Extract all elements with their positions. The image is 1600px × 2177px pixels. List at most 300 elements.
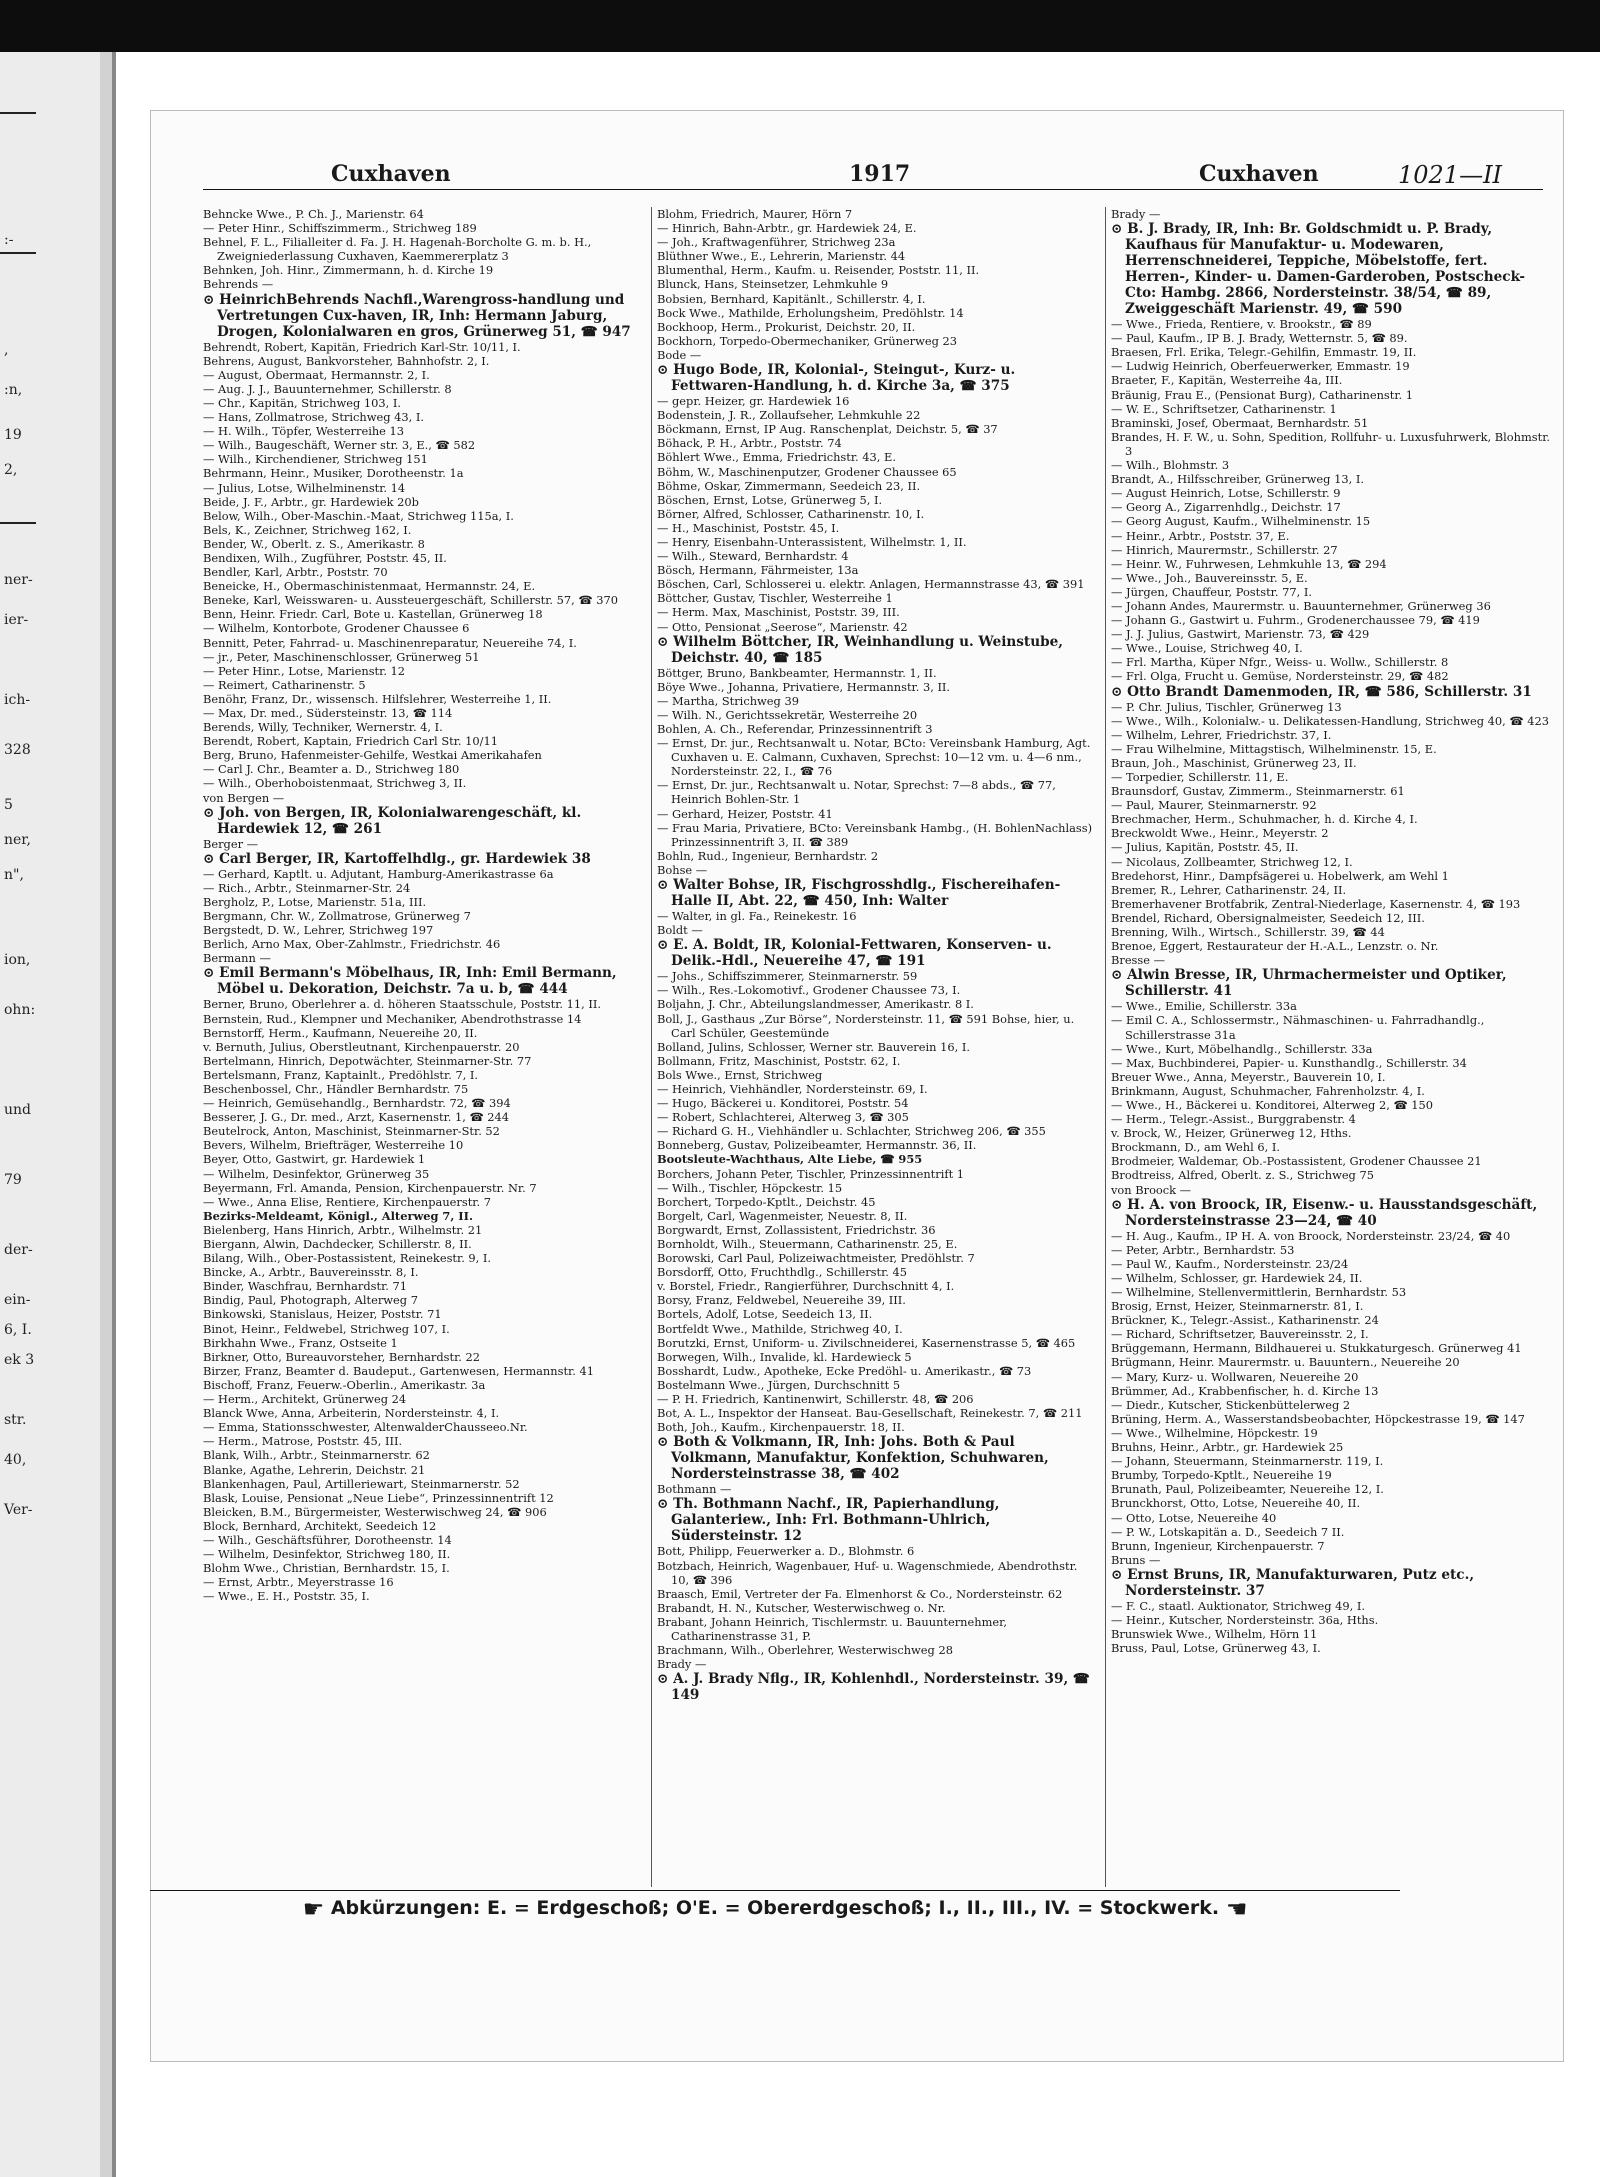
directory-entry: Birzer, Franz, Beamter d. Baudeput., Gartenwesen, Hermannstr. 41 [203,1363,594,1378]
directory-entry: Below, Wilh., Ober-Maschin.-Maat, Strichweg 115a, I. [203,508,514,523]
directory-entry: Böye Wwe., Johanna, Privatiere, Hermannstr. 3, II. [657,679,951,694]
directory-entry: Brendel, Richard, Obersignalmeister, Seedeich 12, III. [1111,910,1425,925]
directory-entry: Bresse — [1111,953,1165,968]
business-listing: ⊙ Joh. von Bergen, IR, Kolonialwarengeschäft, kl. Hardewiek 12, ☎ 261 [203,804,582,837]
directory-entry: Bielenberg, Hans Hinrich, Arbtr., Wilhelmstr. 21 [203,1222,483,1237]
directory-entry: Blohm, Friedrich, Maurer, Hörn 7 [657,207,853,221]
directory-entry: — Mary, Kurz- u. Wollwaren, Neuereihe 20 [1111,1369,1359,1384]
directory-entry: Bergmann, Chr. W., Zollmatrose, Grünerweg 7 [203,909,471,924]
previous-page-text-fragment: und [4,1102,31,1118]
directory-entry: Braasch, Emil, Vertreter der Fa. Elmenhorst & Co., Nordersteinstr. 62 [657,1586,1063,1601]
directory-entry: — Georg A., Zigarrenhdlg., Deichstr. 17 [1111,500,1341,515]
business-listing: ⊙ Otto Brandt Damenmoden, IR, ☎ 586, Schillerstr. 31 [1111,683,1532,700]
directory-entry: Bernstein, Rud., Klempner und Mechaniker, Abendrothstrasse 14 [203,1011,582,1026]
directory-entry: Brachmann, Wilh., Oberlehrer, Westerwischweg 28 [657,1643,953,1658]
directory-entry: Borsdorff, Otto, Fruchthdlg., Schillerstr. 45 [657,1265,908,1280]
directory-entry: — Emma, Stationsschwester, AltenwalderChausseeo.Nr. [203,1420,528,1435]
directory-entry: Bredehorst, Hinr., Dampfsägerei u. Hobelwerk, am Wehl 1 [1111,868,1449,883]
directory-entry: Breckwoldt Wwe., Heinr., Meyerstr. 2 [1111,826,1329,841]
previous-page-text-fragment: ion, [4,952,31,968]
directory-entry: Behrendt, Robert, Kapitän, Friedrich Karl-Str. 10/11, I. [203,339,521,354]
directory-entry: — Otto, Lotse, Neuereihe 40 [1111,1510,1277,1525]
directory-entry: Borsy, Franz, Feldwebel, Neuereihe 39, III. [657,1293,906,1308]
previous-page-rule [0,112,36,114]
directory-entry: Bot, A. L., Inspektor der Hanseat. Bau-Gesellschaft, Reinekestr. 7, ☎ 211 [657,1406,1083,1421]
directory-entry: — Wilhelm, Desinfektor, Grünerweg 35 [203,1166,430,1181]
directory-entry: — Paul, Maurer, Steinmarnerstr. 92 [1111,798,1317,813]
scanner-border [0,0,1600,52]
directory-entry: Bremerhavener Brotfabrik, Zentral-Niederlage, Kasernenstr. 4, ☎ 193 [1111,896,1521,911]
directory-entry: Blank, Wilh., Arbtr., Steinmarnerstr. 62 [203,1448,430,1463]
directory-entry: — Wilhelm, Schlosser, gr. Hardewiek 24, II. [1111,1270,1363,1285]
directory-entry: — Frl. Olga, Frucht u. Gemüse, Nordersteinstr. 29, ☎ 482 [1111,669,1449,684]
directory-entry: — Gerhard, Heizer, Poststr. 41 [657,806,833,821]
directory-entry: Bennitt, Peter, Fahrrad- u. Maschinenreparatur, Neuereihe 74, I. [203,635,577,650]
previous-page-text-fragment: 6, I. [4,1322,32,1338]
directory-entry: Bohse — [657,862,708,877]
directory-entry: — Peter, Arbtr., Bernhardstr. 53 [1111,1242,1295,1257]
directory-entry: — Wwe., Wilhelmine, Höpckestr. 19 [1111,1425,1318,1440]
directory-entry: — Johann, Steuermann, Steinmarnerstr. 119, I. [1111,1454,1384,1469]
page-header [203,157,1543,190]
directory-entry: Bernstorff, Herm., Kaufmann, Neuereihe 20, II. [203,1025,478,1040]
directory-entry: — Paul, Kaufm., IP B. J. Brady, Wetternstr. 5, ☎ 89. [1111,331,1408,346]
directory-entry: Boljahn, J. Chr., Abteilungslandmesser, Amerikastr. 8 I. [657,997,974,1012]
directory-entry: Bendler, Karl, Arbtr., Poststr. 70 [203,565,388,580]
directory-entry: Bels, K., Zeichner, Strichweg 162, I. [203,522,412,537]
directory-entry: — Chr., Kapitän, Strichweg 103, I. [203,395,401,410]
directory-entry: Böschen, Carl, Schlosserei u. elektr. Anlagen, Hermannstrasse 43, ☎ 391 [657,577,1085,592]
business-listing: ⊙ Carl Berger, IR, Kartoffelhdlg., gr. Hardewiek 38 [203,850,591,867]
directory-entry: Bollmann, Fritz, Maschinist, Poststr. 62, I. [657,1053,901,1068]
directory-entry: — Carl J. Chr., Beamter a. D., Strichweg 180 [203,762,460,777]
business-listing: ⊙ Walter Bohse, IR, Fischgrosshdlg., Fischereihafen-Halle II, Abt. 22, ☎ 450, Inh: Walter [657,877,1061,910]
page-gutter [100,52,112,2177]
directory-entry: Behrends — [203,277,274,292]
directory-entry: Böhack, P. H., Arbtr., Poststr. 74 [657,436,842,451]
directory-entry: — Wilh., Baugeschäft, Werner str. 3, E., ☎ 582 [203,438,476,453]
directory-entry: — jr., Peter, Maschinenschlosser, Grünerweg 51 [203,649,480,664]
directory-entry: — Wwe., Emilie, Schillerstr. 33a [1111,999,1297,1014]
directory-entry: Bostelmann Wwe., Jürgen, Durchschnitt 5 [657,1377,901,1392]
directory-entry: Bezirks-Meldeamt, Königl., Alterweg 7, II. [203,1208,473,1223]
directory-entry: Bischoff, Franz, Feuerw.-Oberlin., Amerikastr. 3a [203,1377,486,1392]
directory-entry: — Herm., Architekt, Grünerweg 24 [203,1392,407,1407]
directory-entry: Börner, Alfred, Schlosser, Catharinenstr. 10, I. [657,506,925,521]
directory-entry: — Frau Wilhelmine, Mittagstisch, Wilhelminenstr. 15, E. [1111,741,1437,756]
previous-page-text-fragment: :n, [4,382,23,398]
directory-entry: — Henry, Eisenbahn-Unterassistent, Wilhelmstr. 1, II. [657,534,967,549]
directory-entry: — Julius, Lotse, Wilhelminenstr. 14 [203,480,406,495]
directory-entry: — Frl. Martha, Küper Nfgr., Weiss- u. Wollw., Schillerstr. 8 [1111,655,1449,670]
directory-entry: Braun, Joh., Maschinist, Grünerweg 23, II. [1111,755,1357,770]
directory-entry: Bender, W., Oberlt. z. S., Amerikastr. 8 [203,536,425,551]
directory-entry: — Wwe., E. H., Poststr. 35, I. [203,1589,370,1604]
directory-entry: Binot, Heinr., Feldwebel, Strichweg 107, I. [203,1321,450,1336]
directory-entry: — Nicolaus, Zollbeamter, Strichweg 12, I. [1111,854,1353,869]
directory-entry: Beneicke, H., Obermaschinistenmaat, Hermannstr. 24, E. [203,579,536,594]
directory-entry: — Ernst, Arbtr., Meyerstrasse 16 [203,1575,394,1590]
directory-entry: Borgwardt, Ernst, Zollassistent, Friedrichstr. 36 [657,1222,936,1237]
directory-entry: Borgelt, Carl, Wagenmeister, Neuestr. 8, II. [657,1208,908,1223]
directory-entry: — Diedr., Kutscher, Stickenbüttelerweg 2 [1111,1397,1351,1412]
previous-page-text-fragment: ein- [4,1292,31,1308]
previous-page-text-fragment: 328 [4,742,31,758]
directory-entry: — Wwe., Anna Elise, Rentiere, Kirchenpauerstr. 7 [203,1194,491,1209]
directory-entry: Bergstedt, D. W., Lehrer, Strichweg 197 [203,923,434,938]
directory-entry: Blanke, Agathe, Lehrerin, Deichstr. 21 [203,1462,426,1477]
directory-entry: Böhlert Wwe., Emma, Friedrichstr. 43, E. [657,450,896,465]
directory-entry: Bohlen, A. Ch., Referendar, Prinzessinnentrift 3 [657,722,933,736]
previous-page-text-fragment: ek 3 [4,1352,35,1368]
directory-entry: — Wilh., Kirchendiener, Strichweg 151 [203,452,428,467]
directory-entry: Bergholz, P., Lotse, Marienstr. 51a, III. [203,894,427,909]
directory-entry: — Wwe., H., Bäckerei u. Konditorei, Alterweg 2, ☎ 150 [1111,1097,1433,1112]
previous-page-text-fragment: n", [4,867,24,883]
directory-entry: — Otto, Pensionat „Seerose“, Marienstr. 42 [657,619,908,634]
directory-entry: Boldt — [657,923,703,938]
directory-entry: — Wilh., Blohmstr. 3 [1111,458,1230,473]
header-year: 1917 [849,161,911,187]
directory-entry: von Broock — [1111,1182,1192,1197]
directory-entry: — Joh., Kraftwagenführer, Strichweg 23a [657,235,896,250]
previous-page-text-fragment: ich- [4,692,31,708]
business-listing: ⊙ A. J. Brady Nflg., IR, Kohlenhdl., Nordersteinstr. 39, ☎ 149 [657,1671,1090,1704]
directory-entry: — Johann G., Gastwirt u. Fuhrm., Grodenerchaussee 79, ☎ 419 [1111,613,1480,628]
previous-page-text-fragment: 40, [4,1452,27,1468]
directory-entry: — Julius, Kapitän, Poststr. 45, II. [1111,840,1299,855]
directory-entry: Braesen, Frl. Erika, Telegr.-Gehilfin, Emmastr. 19, II. [1111,345,1417,360]
directory-entry: von Bergen — [203,790,285,805]
previous-page-text-fragment: ohn: [4,1002,36,1018]
directory-entry: Berner, Bruno, Oberlehrer a. d. höheren Staatsschule, Poststr. 11, II. [203,997,602,1012]
directory-entry: — Heinr., Kutscher, Nordersteinstr. 36a, Hths. [1111,1612,1379,1627]
directory-entry: — Aug. J. J., Bauunternehmer, Schillerstr. 8 [203,381,452,396]
directory-entry: Bilang, Wilh., Ober-Postassistent, Reinekestr. 9, I. [203,1251,492,1266]
directory-entry: Binkowski, Stanislaus, Heizer, Poststr. 71 [203,1307,442,1322]
directory-entry: Brümmer, Ad., Krabbenfischer, h. d. Kirche 13 [1111,1383,1379,1398]
directory-entry: Bruns — [1111,1552,1161,1567]
directory-entry: — Paul W., Kaufm., Nordersteinstr. 23/24 [1111,1256,1349,1271]
directory-entry: — Wilh., Geschäftsführer, Dorotheenstr. 14 [203,1532,452,1547]
directory-entry: — H., Maschinist, Poststr. 45, I. [657,520,840,535]
directory-entry: Bendixen, Wilh., Zugführer, Poststr. 45, II. [203,550,447,565]
directory-entry: Borowski, Carl Paul, Polizeiwachtmeister, Predöhlstr. 7 [657,1251,975,1266]
directory-entry: Brabandt, H. N., Kutscher, Westerwischweg o. Nr. [657,1600,946,1615]
directory-entry: Bruhns, Heinr., Arbtr., gr. Hardewiek 25 [1111,1440,1344,1455]
directory-entry: Brüning, Herm. A., Wasserstandsbeobachter, Höpckestrasse 19, ☎ 147 [1111,1411,1525,1426]
directory-entry: Bräunig, Frau E., (Pensionat Burg), Catharinenstr. 1 [1111,387,1414,402]
directory-entry: Both, Joh., Kaufm., Kirchenpauerstr. 18, II. [657,1420,905,1435]
directory-entry: — Ernst, Dr. jur., Rechtsanwalt u. Notar, BCto: Vereinsbank Hamburg, Agt. Cuxhaven u. E. Calmann, Cuxhaven, Sprechst: 10—12 vm. u. 4—6 nm., Nordersteinstr. 22, I., ☎ 76 [657,736,1091,779]
directory-entry: Behnel, F. L., Filialleiter d. Fa. J. H. Hagenah-Borcholte G. m. b. H., Zweigniederlassung Cuxhaven, Kaemmererplatz 3 [203,235,592,264]
directory-entry: Bermann — [203,951,271,966]
directory-entry: Bootsleute-Wachthaus, Alte Liebe, ☎ 955 [657,1152,923,1167]
previous-page-text-fragment: str. [4,1412,27,1428]
directory-entry: — P. Chr. Julius, Tischler, Grünerweg 13 [1111,699,1342,714]
directory-entry: — Torpedier, Schillerstr. 11, E. [1111,770,1289,784]
abbreviations-text: Abkürzungen: E. = Erdgeschoß; O'E. = Obererdgeschoß; I., II., III., IV. = Stockwerk. [330,1897,1220,1919]
previous-page-text-fragment: Ver- [4,1502,33,1518]
directory-entry: Block, Bernhard, Architekt, Seedeich 12 [203,1518,437,1533]
directory-entry: Brodmeier, Waldemar, Ob.-Postassistent, Grodener Chaussee 21 [1111,1154,1482,1169]
directory-entry: Behrmann, Heinr., Musiker, Dorotheenstr. 1a [203,466,464,481]
previous-page-text-fragment: 2, [4,462,18,478]
directory-entry: Blankenhagen, Paul, Artilleriewart, Steinmarnerstr. 52 [203,1476,520,1491]
directory-entry: Braminski, Josef, Obermaat, Bernhardstr. 51 [1111,415,1369,430]
business-listing: ⊙ Wilhelm Böttcher, IR, Weinhandlung u. Weinstube, Deichstr. 40, ☎ 185 [657,633,1063,666]
directory-entry: — Hugo, Bäckerei u. Konditorei, Poststr. 54 [657,1096,909,1111]
directory-entry: Borwegen, Wilh., Invalide, kl. Hardewieck 5 [657,1349,912,1364]
directory-entry: Bleicken, B.M., Bürgermeister, Westerwischweg 24, ☎ 906 [203,1504,547,1519]
directory-entry: Bruss, Paul, Lotse, Grünerweg 43, I. [1111,1641,1321,1656]
directory-entry: — Wilhelm, Lehrer, Friedrichstr. 37, I. [1111,727,1332,742]
directory-entry: Brady — [657,1657,707,1672]
directory-entry: Berlich, Arno Max, Ober-Zahlmstr., Friedrichstr. 46 [203,937,501,952]
directory-entry: Beide, J. F., Arbtr., gr. Hardewiek 20b [203,494,419,509]
directory-entry: Benn, Heinr. Friedr. Carl, Bote u. Kastellan, Grünerweg 18 [203,607,543,622]
directory-entry: Beutelrock, Anton, Maschinist, Steinmarner-Str. 52 [203,1124,500,1139]
directory-entry: — Wilh., Steward, Bernhardstr. 4 [657,549,849,564]
directory-entry: Bösch, Hermann, Fährmeister, 13a [657,563,859,578]
directory-entry: Brockmann, D., am Wehl 6, I. [1111,1140,1280,1155]
directory-page [150,110,1564,2062]
business-listing: ⊙ Emil Bermann's Möbelhaus, IR, Inh: Emil Bermann, Möbel u. Dekoration, Deichstr. 7a u. b, ☎ 444 [203,965,617,998]
column-divider [651,207,652,1887]
directory-entry: v. Borstel, Friedr., Rangierführer, Durchschnitt 4, I. [657,1279,955,1294]
directory-entry: Bertelsmann, Franz, Kaptainlt., Predöhlstr. 7, I. [203,1067,479,1082]
directory-entry: — H. Wilh., Töpfer, Westerreihe 13 [203,424,405,439]
directory-entry: — Georg August, Kaufm., Wilhelminenstr. 15 [1111,514,1371,529]
directory-entry: — Peter Hinr., Schiffszimmerm., Strichweg 189 [203,221,477,236]
directory-entry: — Walter, in gl. Fa., Reinekestr. 16 [657,909,857,924]
directory-entry: Besserer, J. G., Dr. med., Arzt, Kasernenstr. 1, ☎ 244 [203,1110,510,1125]
directory-entry: Botzbach, Heinrich, Wagenbauer, Huf- u. Wagenschmiede, Abendrothstr. 10, ☎ 396 [657,1558,1078,1587]
directory-entry: Brechmacher, Herm., Schuhmacher, h. d. Kirche 4, I. [1111,812,1418,827]
previous-page-text-fragment: 79 [4,1172,22,1188]
business-listing: ⊙ H. A. von Broock, IR, Eisenw.- u. Hausstandsgeschäft, Nordersteinstrasse 23—24, ☎ 40 [1111,1196,1538,1229]
directory-entry: Bothmann — [657,1482,732,1497]
directory-entry: Brunswiek Wwe., Wilhelm, Hörn 11 [1111,1627,1318,1642]
directory-entry: Blüthner Wwe., E., Lehrerin, Marienstr. 44 [657,249,906,264]
directory-entry: — Martha, Strichweg 39 [657,693,799,708]
directory-entry: Blohm Wwe., Christian, Bernhardstr. 15, I. [203,1561,450,1576]
directory-entry: — Wwe., Wilh., Kolonialw.- u. Delikatessen-Handlung, Strichweg 40, ☎ 423 [1111,713,1549,728]
directory-entry: Brenoe, Eggert, Restaurateur der H.-A.L., Lenzstr. o. Nr. [1111,939,1439,954]
directory-entry: — Hinrich, Maurermstr., Schillerstr. 27 [1111,542,1338,557]
directory-entry: — Heinrich, Gemüsehandlg., Bernhardstr. 72, ☎ 394 [203,1096,511,1111]
directory-entry: — Wilh., Oberhoboistenmaat, Strichweg 3, II. [203,776,467,791]
directory-entry: Bock Wwe., Mathilde, Erholungsheim, Predöhlstr. 14 [657,305,964,320]
directory-entry: Bortfeldt Wwe., Mathilde, Strichweg 40, I. [657,1321,903,1336]
directory-entry: — F. C., staatl. Auktionator, Strichweg 49, I. [1111,1598,1366,1613]
directory-entry: Bornholdt, Wilh., Steuermann, Catharinenstr. 25, E. [657,1237,958,1251]
abbreviations-footer [150,1890,1400,1925]
directory-entry: Bertelmann, Hinrich, Depotwächter, Steinmarner-Str. 77 [203,1053,532,1068]
directory-entry: Boll, J., Gasthaus „Zur Börse“, Nordersteinstr. 11, ☎ 591 Bohse, hier, u. Carl Schüler, Geestemünde [657,1011,1075,1040]
directory-column-3 [1111,207,1551,1887]
directory-entry: — Max, Dr. med., Südersteinstr. 13, ☎ 114 [203,706,453,720]
directory-entry: — gepr. Heizer, gr. Hardewiek 16 [657,394,850,409]
directory-entry: Bott, Philipp, Feuerwerker a. D., Blohmstr. 6 [657,1544,915,1559]
directory-entry: Bobsien, Bernhard, Kapitänlt., Schillerstr. 4, I. [657,291,926,306]
directory-entry: Böhm, W., Maschinenputzer, Grodener Chaussee 65 [657,464,957,479]
directory-entry: Behrens, August, Bankvorsteher, Bahnhofstr. 2, I. [203,353,490,368]
directory-entry: Bohln, Rud., Ingenieur, Bernhardstr. 2 [657,848,879,863]
directory-entry: — Richard, Schriftsetzer, Bauvereinsstr. 2, I. [1111,1327,1369,1342]
business-listing: ⊙ Alwin Bresse, IR, Uhrmachermeister und Optiker, Schillerstr. 41 [1111,967,1507,1000]
directory-entry: Benöhr, Franz, Dr., wissensch. Hilfslehrer, Westerreihe 1, II. [203,691,552,706]
directory-entry: — Johann Andes, Maurermstr. u. Bauunternehmer, Grünerweg 36 [1111,598,1491,613]
directory-entry: Braunsdorf, Gustav, Zimmerm., Steinmarnerstr. 61 [1111,784,1405,799]
directory-entry: Bortels, Adolf, Lotse, Seedeich 13, II. [657,1307,873,1322]
directory-entry: Blanck Wwe, Anna, Arbeiterin, Nordersteinstr. 4, I. [203,1406,500,1421]
business-listing: ⊙ Both & Volkmann, IR, Inh: Johs. Both & Paul Volkmann, Manufaktur, Konfektion, Schuhwaren, Nordersteinstrasse 38, ☎ 402 [657,1434,1049,1483]
directory-entry: Brandt, A., Hilfsschreiber, Grünerweg 13, I. [1111,472,1364,487]
directory-entry: Bols Wwe., Ernst, Strichweg [657,1067,823,1082]
directory-entry: Böschen, Ernst, Lotse, Grünerweg 5, I. [657,492,883,507]
directory-entry: — Herm. Max, Maschinist, Poststr. 39, III. [657,605,900,620]
directory-entry: — Wilhelm, Desinfektor, Strichweg 180, II. [203,1547,451,1562]
previous-page-rule [0,252,36,254]
directory-entry: Berg, Bruno, Hafenmeister-Gehilfe, Westkai Amerikahafen [203,748,542,763]
directory-entry: Brüggemann, Hermann, Bildhauerei u. Stukkaturgesch. Grünerweg 41 [1111,1341,1522,1356]
directory-entry: Berends, Willy, Techniker, Wernerstr. 4, I. [203,720,443,735]
directory-entry: Berger — [203,836,259,851]
header-city-left: Cuxhaven [331,161,451,187]
directory-entry: — August, Obermaat, Hermannstr. 2, I. [203,367,430,382]
directory-entry: — Reimert, Catharinenstr. 5 [203,677,366,692]
directory-entry: Bolland, Julins, Schlosser, Werner str. Bauverein 16, I. [657,1039,970,1054]
directory-entry: — Hans, Zollmatrose, Strichweg 43, I. [203,410,424,425]
directory-entry: — P. H. Friedrich, Kantinenwirt, Schillerstr. 48, ☎ 206 [657,1392,974,1407]
directory-entry: Beyermann, Frl. Amanda, Pension, Kirchenpauerstr. Nr. 7 [203,1180,537,1195]
directory-entry: — Robert, Schlachterei, Alterweg 3, ☎ 305 [657,1110,909,1125]
directory-entry: Brunckhorst, Otto, Lotse, Neuereihe 40, II. [1111,1496,1361,1511]
business-listing: ⊙ Th. Bothmann Nachf., IR, Papierhandlung, Galanteriew., Inh: Frl. Bothmann-Uhlrich, Südersteinstr. 12 [657,1496,1000,1545]
directory-entry: — Wilhelmine, Stellenvermittlerin, Bernhardstr. 53 [1111,1285,1407,1299]
directory-entry: Brosig, Ernst, Heizer, Steinmarnerstr. 81, I. [1111,1299,1364,1314]
directory-entry: Behncke Wwe., P. Ch. J., Marienstr. 64 [203,207,424,221]
directory-entry: Birkner, Otto, Bureauvorsteher, Bernhardstr. 22 [203,1349,481,1364]
directory-entry: — Wilh. N., Gerichtssekretär, Westerreihe 20 [657,707,918,722]
directory-entry: Brodtreiss, Alfred, Oberlt. z. S., Strichweg 75 [1111,1168,1374,1183]
directory-entry: Bonneberg, Gustav, Polizeibeamter, Hermannstr. 36, II. [657,1138,977,1153]
previous-page-edge [0,52,102,2177]
directory-entry: Bevers, Wilhelm, Briefträger, Westerreihe 10 [203,1138,464,1153]
directory-entry: — H. Aug., Kaufm., IP H. A. von Broock, Nordersteinstr. 23/24, ☎ 40 [1111,1228,1511,1243]
directory-entry: — Rich., Arbtr., Steinmarner-Str. 24 [203,880,411,895]
directory-entry: Brenning, Wilh., Wirtsch., Schillerstr. 39, ☎ 44 [1111,925,1385,940]
previous-page-rule [0,522,36,524]
directory-entry: Bindig, Paul, Photograph, Alterweg 7 [203,1293,418,1308]
directory-entry: Berendt, Robert, Kaptain, Friedrich Carl Str. 10/11 [203,734,498,749]
directory-entry: Brandes, H. F. W., u. Sohn, Spedition, Rollfuhr- u. Luxusfuhrwerk, Blohmstr. 3 [1111,429,1551,458]
directory-entry: Bremer, R., Lehrer, Catharinenstr. 24, II. [1111,882,1347,897]
directory-entry: Blumenthal, Herm., Kaufm. u. Reisender, Poststr. 11, II. [657,263,980,278]
directory-entry: Binder, Waschfrau, Bernhardstr. 71 [203,1279,408,1294]
column-divider [1105,207,1106,1887]
directory-entry: — Wilhelm, Kontorbote, Grodener Chaussee 6 [203,621,470,636]
directory-entry: — Heinrich, Viehhändler, Nordersteinstr. 69, I. [657,1081,928,1096]
directory-entry: Bockhoop, Herm., Prokurist, Deichstr. 20, II. [657,319,916,334]
previous-page-text-fragment: der- [4,1242,33,1258]
directory-entry: — Wwe., Louise, Strichweg 40, I. [1111,641,1303,656]
directory-entry: Brunn, Ingenieur, Kirchenpauerstr. 7 [1111,1538,1325,1553]
directory-entry: Blunck, Hans, Steinsetzer, Lehmkuhle 9 [657,277,889,292]
directory-entry: Brunath, Paul, Polizeibeamter, Neuereihe 12, I. [1111,1482,1384,1497]
directory-entry: — Peter Hinr., Lotse, Marienstr. 12 [203,663,406,678]
directory-entry: — Richard G. H., Viehhändler u. Schlachter, Strichweg 206, ☎ 355 [657,1124,1046,1139]
business-listing: ⊙ HeinrichBehrends Nachfl.,Warengross-handlung und Vertretungen Cux-haven, IR, Inh: Hermann Jaburg, Drogen, Kolonialwaren en gros, Grünerweg 51, ☎ 947 [203,291,631,340]
directory-entry: — Max, Buchbinderei, Papier- u. Kunsthandlg., Schillerstr. 34 [1111,1055,1467,1070]
directory-entry: Blask, Louise, Pensionat „Neue Liebe“, Prinzessinnentrift 12 [203,1490,554,1505]
directory-entry: Brady — [1111,207,1161,221]
page-gutter-shadow [112,52,116,2177]
directory-entry: Brabant, Johann Heinrich, Tischlermstr. u. Bauunternehmer, Catharinenstrasse 31, P. [657,1614,1007,1643]
previous-page-text-fragment: ner, [4,832,31,848]
directory-entry: Borutzki, Ernst, Uniform- u. Zivilschneiderei, Kasernenstrasse 5, ☎ 465 [657,1335,1076,1350]
previous-page-text-fragment: ner- [4,572,33,588]
directory-entry: Biergann, Alwin, Dachdecker, Schillerstr. 8, II. [203,1237,472,1251]
directory-entry: Brinkmann, August, Schuhmacher, Fahrenholzstr. 4, I. [1111,1083,1425,1098]
directory-entry: Bodenstein, J. R., Zollaufseher, Lehmkuhle 22 [657,408,921,423]
business-listing: ⊙ E. A. Boldt, IR, Kolonial-Fettwaren, Konserven- u. Delik.-Hdl., Neuereihe 47, ☎ 191 [657,937,1052,970]
business-listing: ⊙ B. J. Brady, IR, Inh: Br. Goldschmidt u. P. Brady, Kaufhaus für Manufaktur- u. Modewaren, Herrenschneiderei, Teppiche, Möbelstoffe, fert. Herren-, Kinder- u. Damen-Garderoben, Postscheck-Cto: Hambg. 2866, Nordersteinstr. 38/54, ☎ 89, Zweiggeschäft Marienstr. 49, ☎ 590 [1111,221,1526,318]
directory-entry: — August Heinrich, Lotse, Schillerstr. 9 [1111,486,1341,501]
directory-entry: Behnken, Joh. Hinr., Zimmermann, h. d. Kirche 19 [203,263,494,278]
directory-entry: v. Bernuth, Julius, Oberstleutnant, Kirchenpauerstr. 20 [203,1039,520,1054]
business-listing: ⊙ Hugo Bode, IR, Kolonial-, Steingut-, Kurz- u. Fettwaren-Handlung, h. d. Kirche 3a, ☎ 375 [657,362,1016,395]
business-listing: ⊙ Ernst Bruns, IR, Manufakturwaren, Putz etc., Nordersteinstr. 37 [1111,1566,1475,1599]
directory-column-1 [203,207,643,1887]
directory-entry: Bosshardt, Ludw., Apotheke, Ecke Predöhl- u. Amerikastr., ☎ 73 [657,1363,1032,1378]
previous-page-text-fragment: , [4,342,9,358]
directory-entry: — Frau Maria, Privatiere, BCto: Vereinsbank Hambg., (H. BohlenNachlass) Prinzessinnentrift 3, II. ☎ 389 [657,820,1093,849]
directory-entry: — Ludwig Heinrich, Oberfeuerwerker, Emmastr. 19 [1111,359,1410,374]
directory-entry: Brumby, Torpedo-Kptlt., Neuereihe 19 [1111,1468,1332,1483]
directory-entry: Böckmann, Ernst, IP Aug. Ranschenplat, Deichstr. 5, ☎ 37 [657,422,998,437]
directory-entry: — Wwe., Joh., Bauvereinsstr. 5, E. [1111,570,1308,585]
directory-entry: Birkhahn Wwe., Franz, Ostseite 1 [203,1335,398,1350]
directory-entry: Böttcher, Gustav, Tischler, Westerreihe 1 [657,591,893,606]
directory-entry: Beyer, Otto, Gastwirt, gr. Hardewiek 1 [203,1152,426,1167]
previous-page-text-fragment: 5 [4,797,13,813]
directory-entry: — Johs., Schiffszimmerer, Steinmarnerstr. 59 [657,969,918,984]
directory-entry: Bockhorn, Torpedo-Obermechaniker, Grünerweg 23 [657,333,957,348]
previous-page-text-fragment: :- [4,232,14,248]
header-city-right: Cuxhaven [1199,161,1319,187]
directory-entry: — Wilh., Res.-Lokomotivf., Grodener Chaussee 73, I. [657,983,961,998]
directory-entry: — Heinr., Arbtr., Poststr. 37, E. [1111,528,1290,543]
directory-entry: Braeter, F., Kapitän, Westerreihe 4a, III. [1111,373,1343,388]
pointing-hand-icon: ☛ [302,1894,325,1923]
directory-entry: Brügmann, Heinr. Maurermstr. u. Bauuntern., Neuereihe 20 [1111,1355,1460,1370]
directory-column-2 [657,207,1097,1887]
directory-entry: Beschenbossel, Chr., Händler Bernhardstr. 75 [203,1081,469,1096]
directory-entry: — Gerhard, Kaptlt. u. Adjutant, Hamburg-Amerikastrasse 6a [203,866,554,881]
directory-entry: — Jürgen, Chauffeur, Poststr. 77, I. [1111,584,1312,599]
directory-entry: Böhme, Oskar, Zimmermann, Seedeich 23, II. [657,478,921,493]
directory-entry: — Heinr. W., Fuhrwesen, Lehmkuhle 13, ☎ 294 [1111,556,1387,571]
previous-page-text-fragment: 19 [4,427,22,443]
directory-entry: Bincke, A., Arbtr., Bauvereinsstr. 8, I. [203,1265,419,1280]
directory-entry: v. Brock, W., Heizer, Grünerweg 12, Hths. [1111,1126,1352,1141]
directory-entry: Borchers, Johann Peter, Tischler, Prinzessinnentrift 1 [657,1166,965,1181]
directory-entry: — Hinrich, Bahn-Arbtr., gr. Hardewiek 24, E. [657,221,917,236]
directory-entry: — P. W., Lotskapitän a. D., Seedeich 7 II. [1111,1524,1345,1539]
directory-entry: — Wwe., Kurt, Möbelhandlg., Schillerstr. 33a [1111,1041,1373,1056]
